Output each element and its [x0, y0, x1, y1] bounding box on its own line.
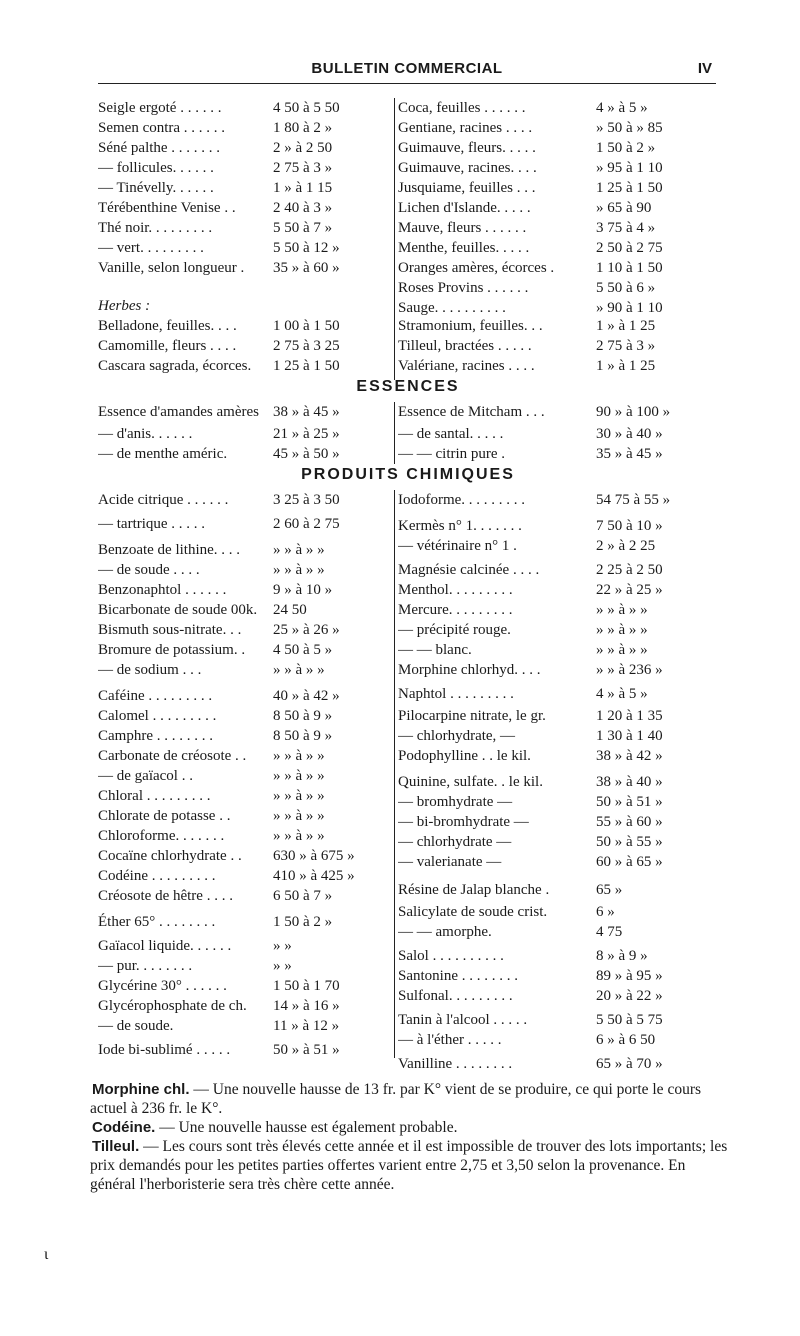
- item-name: Thé noir. . . . . . . . .: [98, 220, 213, 236]
- list-item: [98, 444, 388, 464]
- list-item: [396, 490, 720, 510]
- item-name: Carbonate de créosote . .: [98, 748, 247, 764]
- item-name: Semen contra . . . . . .: [98, 120, 226, 136]
- item-name: Quinine, sulfate. . le kil.: [398, 774, 543, 790]
- list-item: [396, 852, 720, 872]
- list-item: [396, 620, 720, 640]
- list-item: [396, 218, 720, 238]
- list-item: [396, 356, 720, 376]
- column-separator: [394, 490, 395, 1058]
- note-text: — Une nouvelle hausse est également probable.: [155, 1119, 458, 1136]
- item-name: Guimauve, racines. . . .: [398, 160, 537, 176]
- item-price: » »: [273, 938, 292, 954]
- note-term: Morphine chl.: [92, 1081, 190, 1098]
- list-item: [396, 902, 720, 922]
- essences-title: ESSENCES: [356, 378, 460, 395]
- item-price: 5 50 à 6 »: [596, 280, 656, 296]
- list-item: [396, 238, 720, 258]
- item-price: 2 60 à 2 75: [273, 516, 340, 532]
- list-item: [98, 198, 388, 218]
- item-price: 8 50 à 9 »: [273, 728, 333, 744]
- item-name: Tanin à l'alcool . . . . .: [398, 1012, 528, 1028]
- list-item: [396, 118, 720, 138]
- list-item: [98, 600, 388, 620]
- item-name: — — blanc.: [398, 642, 472, 658]
- item-name: — d'anis. . . . . .: [98, 426, 193, 442]
- page-number: IV: [697, 60, 712, 77]
- item-price: 60 » à 65 »: [596, 854, 663, 870]
- item-name: Bicarbonate de soude 00k.: [98, 602, 258, 618]
- list-item: [396, 966, 720, 986]
- item-name: — bi-bromhydrate —: [398, 814, 529, 830]
- item-name: Cascara sagrada, écorces.: [98, 358, 252, 374]
- item-price: » » à » »: [273, 768, 325, 784]
- item-price: 2 50 à 2 75: [596, 240, 663, 256]
- item-name: Menthe, feuilles. . . . .: [398, 240, 530, 256]
- item-name: Iode bi-sublimé . . . . .: [98, 1042, 231, 1058]
- item-price: 8 » à 9 »: [596, 948, 648, 964]
- chimiques-title: PRODUITS CHIMIQUES: [301, 466, 515, 483]
- list-item: [98, 766, 388, 786]
- item-name: Jusquiame, feuilles . . .: [398, 180, 536, 196]
- item-name: — pur. . . . . . . .: [98, 958, 193, 974]
- note-paragraph: [90, 1118, 730, 1137]
- item-price: » » à » »: [596, 622, 648, 638]
- item-name: Codéine . . . . . . . . .: [98, 868, 216, 884]
- item-name: Iodoforme. . . . . . . . .: [398, 492, 526, 508]
- item-price: 630 » à 675 »: [273, 848, 355, 864]
- item-name: Herbes :: [98, 298, 151, 314]
- list-item: [396, 706, 720, 726]
- item-price: 6 »: [596, 904, 615, 920]
- list-item: [98, 996, 388, 1016]
- list-item: [396, 684, 720, 704]
- item-name: Acide citrique . . . . . .: [98, 492, 229, 508]
- list-item: [396, 298, 720, 318]
- item-price: 1 10 à 1 50: [596, 260, 663, 276]
- list-item: [98, 706, 388, 726]
- list-item: [396, 726, 720, 746]
- list-item: [396, 640, 720, 660]
- list-item: [396, 316, 720, 336]
- item-name: Magnésie calcinée . . . .: [398, 562, 540, 578]
- item-price: 14 » à 16 »: [273, 998, 340, 1014]
- item-name: Benzonaphtol . . . . . .: [98, 582, 227, 598]
- item-price: 1 20 à 1 35: [596, 708, 663, 724]
- item-name: Salol . . . . . . . . . .: [398, 948, 504, 964]
- list-item: [98, 540, 388, 560]
- item-name: Gentiane, racines . . . .: [398, 120, 533, 136]
- item-name: Kermès n° 1. . . . . . .: [398, 518, 522, 534]
- item-name: Benzoate de lithine. . . .: [98, 542, 241, 558]
- item-price: 20 » à 22 »: [596, 988, 663, 1004]
- list-item: [396, 424, 720, 444]
- item-name: Vanille, selon longueur .: [98, 260, 245, 276]
- item-price: 1 25 à 1 50: [273, 358, 340, 374]
- item-price: » » à » »: [596, 642, 648, 658]
- list-item: [98, 316, 388, 336]
- item-price: 3 25 à 3 50: [273, 492, 340, 508]
- item-price: 22 » à 25 »: [596, 582, 663, 598]
- item-price: 1 » à 1 25: [596, 318, 656, 334]
- item-name: Coca, feuilles . . . . . .: [398, 100, 526, 116]
- item-name: Seigle ergoté . . . . . .: [98, 100, 222, 116]
- item-name: — Tinévelly. . . . . .: [98, 180, 214, 196]
- item-price: 1 80 à 2 »: [273, 120, 333, 136]
- list-item: [98, 866, 388, 886]
- item-price: » » à 236 »: [596, 662, 663, 678]
- item-price: 38 » à 45 »: [273, 404, 340, 420]
- list-item: [396, 138, 720, 158]
- item-price: 3 75 à 4 »: [596, 220, 656, 236]
- item-name: Menthol. . . . . . . . .: [398, 582, 513, 598]
- item-name: Résine de Jalap blanche .: [398, 882, 550, 898]
- item-name: Caféine . . . . . . . . .: [98, 688, 213, 704]
- list-item: [98, 640, 388, 660]
- item-name: Chloral . . . . . . . . .: [98, 788, 211, 804]
- list-item: [396, 772, 720, 792]
- item-price: 2 75 à 3 »: [273, 160, 333, 176]
- item-name: Sulfonal. . . . . . . . .: [398, 988, 513, 1004]
- list-item: [98, 746, 388, 766]
- item-price: 54 75 à 55 »: [596, 492, 671, 508]
- list-item: [396, 1054, 720, 1074]
- item-price: » » à » »: [273, 788, 325, 804]
- page-header: [98, 60, 716, 84]
- item-name: — de soude.: [98, 1018, 174, 1034]
- list-item: [98, 218, 388, 238]
- item-price: » » à » »: [273, 748, 325, 764]
- item-name: Glycérophosphate de ch.: [98, 998, 247, 1014]
- item-name: Naphtol . . . . . . . . .: [398, 686, 514, 702]
- item-name: Gaïacol liquide. . . . . .: [98, 938, 232, 954]
- list-item: [98, 178, 388, 198]
- item-name: Camomille, fleurs . . . .: [98, 338, 237, 354]
- item-name: Térébenthine Venise . .: [98, 200, 236, 216]
- item-price: 2 40 à 3 »: [273, 200, 333, 216]
- list-item: [98, 786, 388, 806]
- list-item: [396, 832, 720, 852]
- item-name: — de santal. . . . .: [398, 426, 504, 442]
- item-price: 89 » à 95 »: [596, 968, 663, 984]
- item-name: — chlorhydrate —: [398, 834, 512, 850]
- list-item: [98, 956, 388, 976]
- list-item: [396, 516, 720, 536]
- list-item: [396, 792, 720, 812]
- list-item: [98, 560, 388, 580]
- list-item: [98, 1040, 388, 1060]
- item-price: 25 » à 26 »: [273, 622, 340, 638]
- item-price: 38 » à 42 »: [596, 748, 663, 764]
- note-paragraph: [90, 1080, 730, 1118]
- drugs-price-list: [98, 98, 718, 380]
- list-item: [98, 826, 388, 846]
- item-name: — tartrique . . . . .: [98, 516, 206, 532]
- list-item: [98, 686, 388, 706]
- item-price: 65 »: [596, 882, 623, 898]
- item-name: Belladone, feuilles. . . .: [98, 318, 237, 334]
- note-text: — Une nouvelle hausse de 13 fr. par K° vient de se produire, ce qui porte le cours actuel à 236 fr. le K°.: [90, 1081, 702, 1117]
- item-name: Essence de Mitcham . . .: [398, 404, 545, 420]
- list-item: [98, 846, 388, 866]
- column-separator: [394, 402, 395, 464]
- essences-price-list: [98, 402, 718, 464]
- item-name: Sauge. . . . . . . . . .: [398, 300, 506, 316]
- item-name: — à l'éther . . . . .: [398, 1032, 502, 1048]
- item-price: 2 25 à 2 50: [596, 562, 663, 578]
- item-price: 1 50 à 2 »: [596, 140, 656, 156]
- list-item: [396, 402, 720, 422]
- item-name: — de menthe améric.: [98, 446, 228, 462]
- note-term: Tilleul.: [92, 1138, 140, 1155]
- item-name: Chloroforme. . . . . . .: [98, 828, 225, 844]
- item-price: » 50 à » 85: [596, 120, 663, 136]
- list-item: [98, 514, 388, 534]
- list-item: [98, 580, 388, 600]
- list-item: [98, 336, 388, 356]
- item-name: — de gaïacol . .: [98, 768, 193, 784]
- list-item: [396, 580, 720, 600]
- item-price: 4 » à 5 »: [596, 100, 648, 116]
- list-item: [396, 198, 720, 218]
- list-item: [98, 158, 388, 178]
- list-item: [396, 158, 720, 178]
- list-item: [98, 806, 388, 826]
- item-price: 6 50 à 7 »: [273, 888, 333, 904]
- list-item: [396, 922, 720, 942]
- item-price: 2 75 à 3 25: [273, 338, 340, 354]
- item-price: 4 » à 5 »: [596, 686, 648, 702]
- item-name: Séné palthe . . . . . . .: [98, 140, 221, 156]
- item-price: » » à » »: [273, 542, 325, 558]
- list-item: [396, 660, 720, 680]
- item-price: 7 50 à 10 »: [596, 518, 663, 534]
- list-item: [396, 600, 720, 620]
- item-name: — vert. . . . . . . . .: [98, 240, 204, 256]
- list-item: [396, 444, 720, 464]
- item-name: Valériane, racines . . . .: [398, 358, 535, 374]
- list-item: [396, 746, 720, 766]
- item-price: 2 75 à 3 »: [596, 338, 656, 354]
- item-name: Cocaïne chlorhydrate . .: [98, 848, 242, 864]
- item-price: 50 » à 51 »: [273, 1042, 340, 1058]
- running-title: BULLETIN COMMERCIAL: [311, 60, 503, 77]
- item-price: 1 » à 1 25: [596, 358, 656, 374]
- list-item: [396, 1010, 720, 1030]
- item-price: » » à » »: [273, 808, 325, 824]
- item-price: 55 » à 60 »: [596, 814, 663, 830]
- item-price: » 95 à 1 10: [596, 160, 663, 176]
- item-name: — précipité rouge.: [398, 622, 511, 638]
- list-item: [396, 1030, 720, 1050]
- item-price: 30 » à 40 »: [596, 426, 663, 442]
- header-rule: [98, 83, 716, 84]
- list-item: [396, 812, 720, 832]
- item-name: Créosote de hêtre . . . .: [98, 888, 233, 904]
- item-name: Camphre . . . . . . . .: [98, 728, 213, 744]
- item-price: 40 » à 42 »: [273, 688, 340, 704]
- item-name: Mauve, fleurs . . . . . .: [398, 220, 527, 236]
- item-name: Lichen d'Islande. . . . .: [398, 200, 531, 216]
- item-name: — valerianate —: [398, 854, 502, 870]
- list-item: [98, 356, 388, 376]
- item-name: Chlorate de potasse . .: [98, 808, 231, 824]
- item-price: 4 50 à 5 »: [273, 642, 333, 658]
- item-name: Morphine chlorhyd. . . .: [398, 662, 541, 678]
- item-name: — vétérinaire n° 1 .: [398, 538, 517, 554]
- item-price: » » à » »: [596, 602, 648, 618]
- item-name: — de soude . . . .: [98, 562, 200, 578]
- item-name: Tilleul, bractées . . . . .: [398, 338, 532, 354]
- item-name: Bismuth sous-nitrate. . .: [98, 622, 242, 638]
- item-name: Mercure. . . . . . . . .: [398, 602, 513, 618]
- item-name: Podophylline . . le kil.: [398, 748, 531, 764]
- item-price: 5 50 à 7 »: [273, 220, 333, 236]
- item-name: Pilocarpine nitrate, le gr.: [398, 708, 546, 724]
- item-price: 2 » à 2 25: [596, 538, 656, 554]
- item-name: Bromure de potassium. .: [98, 642, 246, 658]
- item-price: 38 » à 40 »: [596, 774, 663, 790]
- list-subheading: [98, 296, 388, 316]
- item-price: 1 30 à 1 40: [596, 728, 663, 744]
- list-item: [98, 98, 388, 118]
- item-name: Santonine . . . . . . . .: [398, 968, 518, 984]
- item-name: — — citrin pure .: [398, 446, 506, 462]
- list-item: [396, 560, 720, 580]
- list-item: [98, 138, 388, 158]
- item-price: 50 » à 51 »: [596, 794, 663, 810]
- item-price: 9 » à 10 »: [273, 582, 333, 598]
- list-item: [396, 536, 720, 556]
- item-price: 90 » à 100 »: [596, 404, 671, 420]
- note-term: Codéine.: [92, 1119, 156, 1136]
- list-item: [98, 976, 388, 996]
- list-item: [396, 986, 720, 1006]
- item-name: Stramonium, feuilles. . .: [398, 318, 543, 334]
- item-name: — chlorhydrate, —: [398, 728, 516, 744]
- item-name: Éther 65° . . . . . . . .: [98, 914, 216, 930]
- item-price: 5 50 à 5 75: [596, 1012, 663, 1028]
- list-item: [98, 1016, 388, 1036]
- item-price: 50 » à 55 »: [596, 834, 663, 850]
- item-price: 11 » à 12 »: [273, 1018, 340, 1034]
- note-text: — Les cours sont très élevés cette année et il est impossible de trouver des lots importants; les prix demandés pour les petites parties offertes varient entre 2,75 et 3,50 selon la provenance. En général l'herboristerie sera très chère cette année.: [90, 1138, 728, 1193]
- item-name: Calomel . . . . . . . . .: [98, 708, 217, 724]
- item-price: 21 » à 25 »: [273, 426, 340, 442]
- item-name: — de sodium . . .: [98, 662, 202, 678]
- item-price: 35 » à 45 »: [596, 446, 663, 462]
- list-item: [396, 258, 720, 278]
- item-price: 4 75: [596, 924, 623, 940]
- list-item: [98, 258, 388, 278]
- item-name: Vanilline . . . . . . . .: [398, 1056, 513, 1072]
- item-price: 4 50 à 5 50: [273, 100, 340, 116]
- list-item: [98, 620, 388, 640]
- market-notes: [90, 1080, 730, 1194]
- item-price: 5 50 à 12 »: [273, 240, 340, 256]
- note-paragraph: [90, 1137, 730, 1194]
- item-price: 65 » à 70 »: [596, 1056, 663, 1072]
- item-price: » » à » »: [273, 562, 325, 578]
- item-price: 35 » à 60 »: [273, 260, 340, 276]
- item-price: 8 50 à 9 »: [273, 708, 333, 724]
- list-item: [98, 660, 388, 680]
- item-price: » »: [273, 958, 292, 974]
- list-item: [396, 98, 720, 118]
- column-separator: [394, 98, 395, 380]
- item-price: 6 » à 6 50: [596, 1032, 656, 1048]
- item-price: 45 » à 50 »: [273, 446, 340, 462]
- item-name: — — amorphe.: [398, 924, 492, 940]
- chimiques-price-list: [98, 490, 718, 1072]
- list-item: [98, 424, 388, 444]
- list-item: [396, 880, 720, 900]
- list-item: [98, 490, 388, 510]
- item-price: 1 » à 1 15: [273, 180, 333, 196]
- item-name: Roses Provins . . . . . .: [398, 280, 529, 296]
- margin-mark: ι: [44, 1246, 49, 1263]
- item-price: 1 25 à 1 50: [596, 180, 663, 196]
- item-price: 1 50 à 1 70: [273, 978, 340, 994]
- item-price: 1 50 à 2 »: [273, 914, 333, 930]
- item-price: » 65 à 90: [596, 200, 652, 216]
- item-name: Essence d'amandes amères: [98, 404, 259, 420]
- item-name: Oranges amères, écorces .: [398, 260, 555, 276]
- list-item: [98, 726, 388, 746]
- item-name: Glycérine 30° . . . . . .: [98, 978, 227, 994]
- item-price: 1 00 à 1 50: [273, 318, 340, 334]
- item-name: Guimauve, fleurs. . . . .: [398, 140, 536, 156]
- list-item: [396, 278, 720, 298]
- list-item: [396, 178, 720, 198]
- list-item: [396, 336, 720, 356]
- list-item: [396, 946, 720, 966]
- item-price: » 90 à 1 10: [596, 300, 663, 316]
- item-price: 24 50: [273, 602, 307, 618]
- list-item: [98, 118, 388, 138]
- item-name: — bromhydrate —: [398, 794, 513, 810]
- list-item: [98, 238, 388, 258]
- item-name: Salicylate de soude crist.: [398, 904, 548, 920]
- list-item: [98, 402, 388, 422]
- item-price: » » à » »: [273, 828, 325, 844]
- item-price: » » à » »: [273, 662, 325, 678]
- item-price: 2 » à 2 50: [273, 140, 333, 156]
- list-item: [98, 936, 388, 956]
- item-price: 410 » à 425 »: [273, 868, 355, 884]
- list-item: [98, 886, 388, 906]
- item-name: — follicules. . . . . .: [98, 160, 214, 176]
- list-item: [98, 912, 388, 932]
